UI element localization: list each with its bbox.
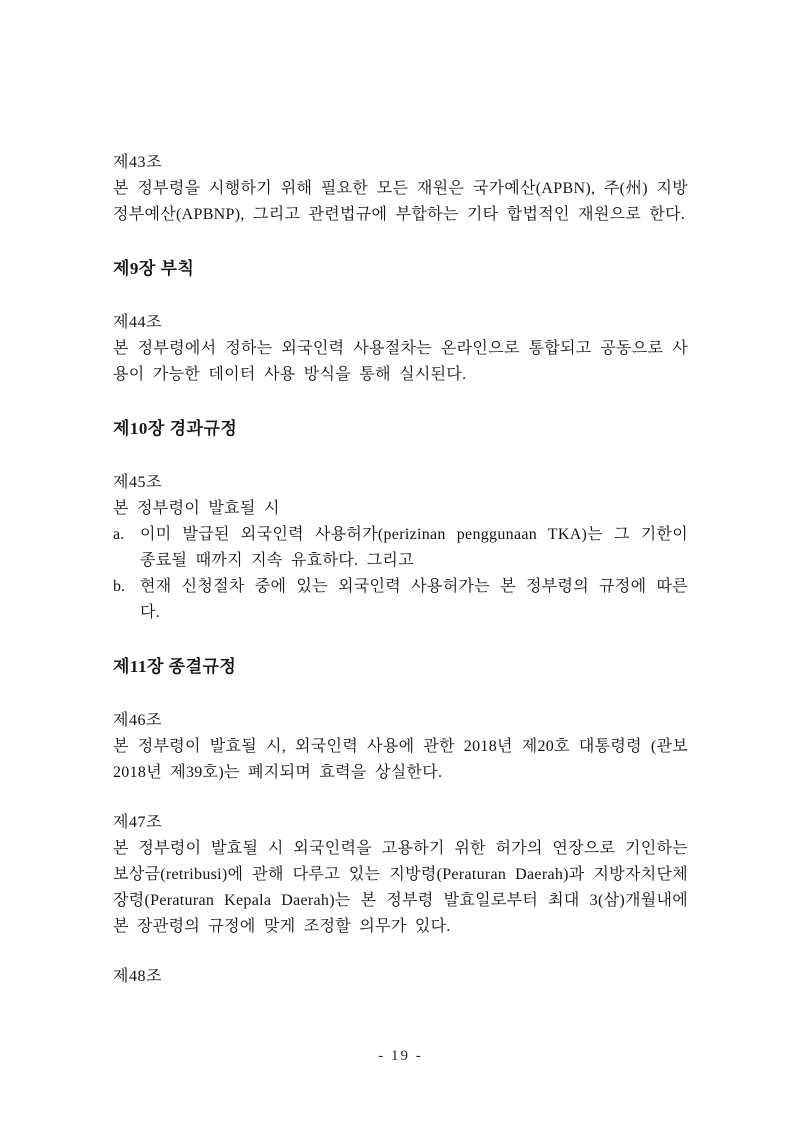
chapter-11-heading: 제11장 종결규정: [113, 657, 237, 676]
chapter-10-heading: 제10장 경과규정: [113, 419, 238, 438]
article-47-body: 본 정부령이 발효될 시 외국인력을 고용하기 위한 허가의 연장으로 기인하는 보상금(retribusi)에 관해 다루고 있는 지방령(Peraturan Daerah)과 지방자치단체장령(Peraturan Kepala Daerah)는 본 정부령 발효일로부터 최대 3(삼)개월내에 본 장관령의 규정에 맞게 조정할 의무가 있다.: [113, 840, 688, 935]
article-44-body: 본 정부령에서 정하는 외국인력 사용절차는 온라인으로 통합되고 공동으로 사용이 가능한 데이터 사용 방식을 통해 실시된다.: [113, 340, 688, 383]
article-46: [113, 708, 688, 786]
article-47: [113, 810, 688, 940]
article-44: [113, 310, 688, 388]
article-45: [113, 470, 688, 626]
page-number: - 19 -: [378, 1048, 423, 1064]
list-text-a: 이미 발급된 외국인력 사용허가(perizinan penggunaan TKA)는 그 기한이 종료될 때까지 지속 유효하다. 그리고: [140, 526, 688, 569]
article-43-body: 본 정부령을 시행하기 위해 필요한 모든 재원은 국가예산(APBN), 주(州) 지방정부예산(APBNP), 그리고 관련법규에 부합하는 기타 합법적인 재원으로 한다.: [113, 180, 688, 223]
list-marker-b: b.: [113, 578, 125, 595]
article-44-label: 제44조: [113, 314, 162, 331]
list-text-b: 현재 신청절차 중에 있는 외국인력 사용허가는 본 정부령의 규정에 따른다.: [140, 578, 688, 621]
article-46-label: 제46조: [113, 712, 162, 729]
article-47-label: 제47조: [113, 814, 162, 831]
article-48: [113, 964, 688, 990]
document-page: [113, 150, 688, 1014]
article-48-label: 제48조: [113, 968, 162, 985]
list-marker-a: a.: [113, 526, 125, 543]
article-45-label: 제45조: [113, 474, 162, 491]
article-43: [113, 150, 688, 228]
list-item-a: [113, 522, 688, 574]
list-item-b: [113, 574, 688, 626]
article-43-label: 제43조: [113, 154, 162, 171]
article-45-intro: 본 정부령이 발효될 시: [113, 500, 280, 517]
article-46-body: 본 정부령이 발효될 시, 외국인력 사용에 관한 2018년 제20호 대통령령 (관보 2018년 제39호)는 폐지되며 효력을 상실한다.: [113, 738, 688, 781]
chapter-9-heading: 제9장 부칙: [113, 259, 195, 278]
